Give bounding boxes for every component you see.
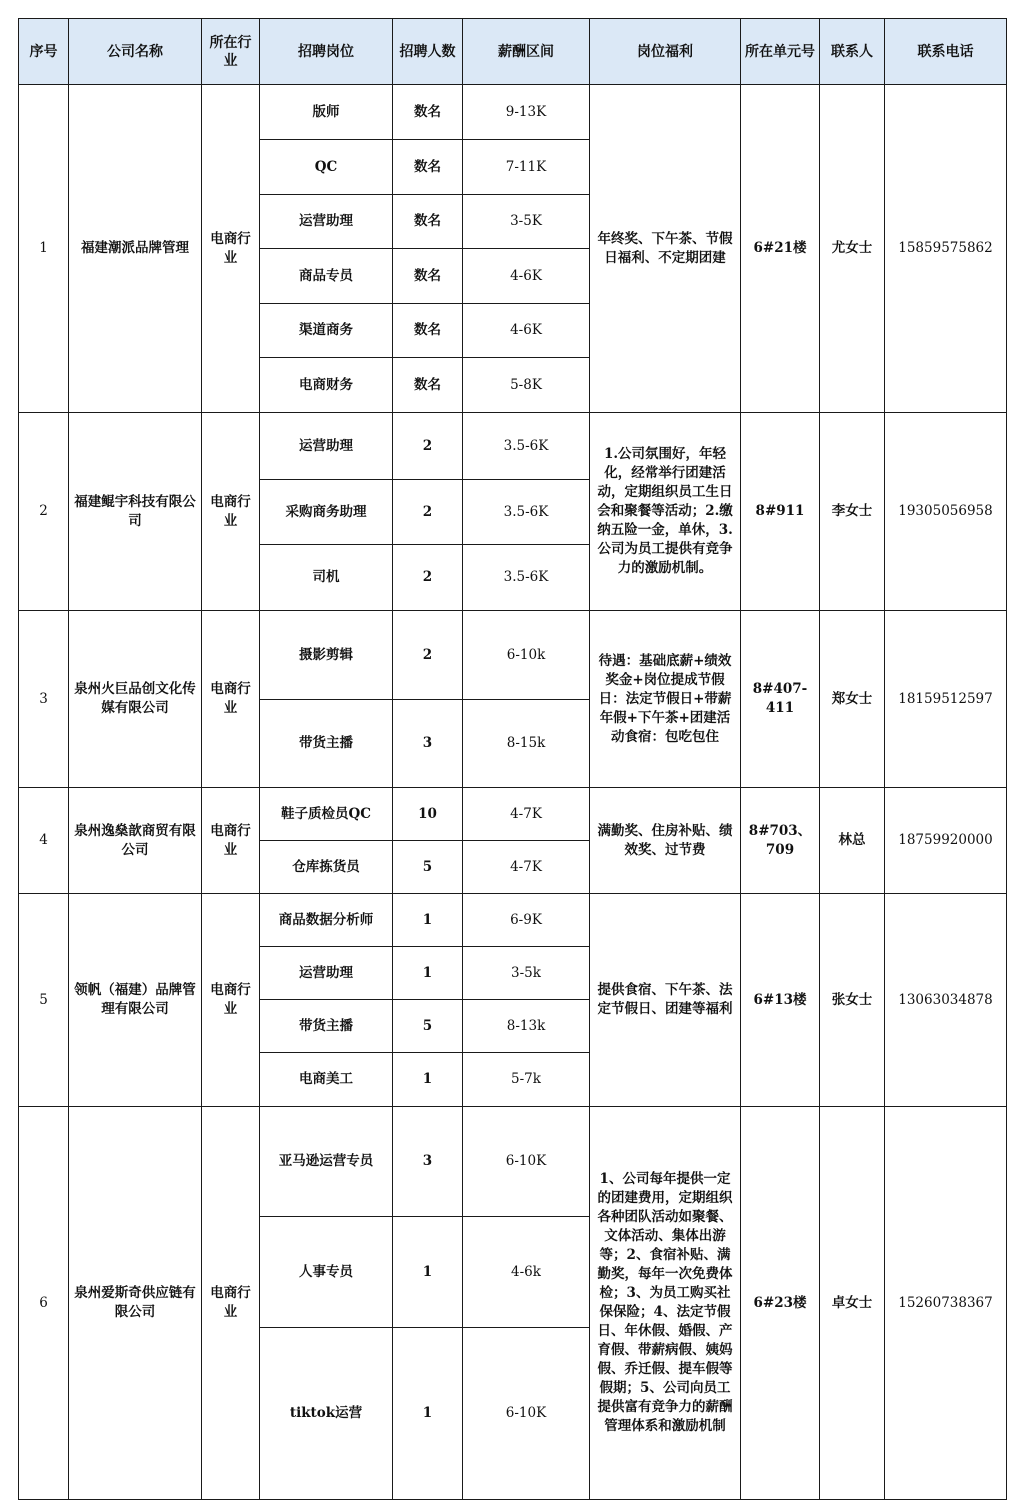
job-title: 亚马逊运营专员 bbox=[260, 1107, 393, 1217]
company-contact: 李女士 bbox=[820, 413, 885, 611]
company-unit: 8#911 bbox=[741, 413, 820, 611]
company-name: 泉州爱斯奇供应链有限公司 bbox=[69, 1107, 202, 1500]
company-benefits: 1、公司每年提供一定的团建费用，定期组织各种团队活动如聚餐、文体活动、集体出游等；2、食宿补贴、满勤奖，每年一次免费体检；3、为员工购买社保保险；4、法定节假日、年休假、婚假、产育假、带薪病假、姨妈假、乔迁假、提车假等假期；5、公司向员工提供富有竞争力的薪酬管理体系和激励机制 bbox=[590, 1107, 741, 1500]
job-count: 数名 bbox=[393, 304, 463, 358]
job-salary: 6-10k bbox=[463, 611, 590, 700]
job-salary: 3.5-6K bbox=[463, 413, 590, 480]
company-phone: 15260738367 bbox=[885, 1107, 1007, 1500]
job-salary: 6-10K bbox=[463, 1328, 590, 1500]
job-salary: 3.5-6K bbox=[463, 545, 590, 611]
company-industry: 电商行业 bbox=[202, 413, 260, 611]
job-title: 采购商务助理 bbox=[260, 480, 393, 545]
job-salary: 4-7K bbox=[463, 788, 590, 841]
job-count: 2 bbox=[393, 480, 463, 545]
table-row bbox=[19, 894, 1007, 947]
header-count: 招聘人数 bbox=[393, 19, 463, 85]
job-salary: 5-8K bbox=[463, 358, 590, 413]
job-count: 数名 bbox=[393, 195, 463, 249]
table-row bbox=[19, 413, 1007, 480]
header-salary: 薪酬区间 bbox=[463, 19, 590, 85]
job-count: 数名 bbox=[393, 85, 463, 140]
company-no: 6 bbox=[19, 1107, 69, 1500]
job-title: 摄影剪辑 bbox=[260, 611, 393, 700]
job-count: 2 bbox=[393, 413, 463, 480]
job-title: 鞋子质检员QC bbox=[260, 788, 393, 841]
company-phone: 15859575862 bbox=[885, 85, 1007, 413]
company-industry: 电商行业 bbox=[202, 1107, 260, 1500]
company-contact: 尤女士 bbox=[820, 85, 885, 413]
job-title: 电商财务 bbox=[260, 358, 393, 413]
header-company: 公司名称 bbox=[69, 19, 202, 85]
company-name: 福建潮派品牌管理 bbox=[69, 85, 202, 413]
company-industry: 电商行业 bbox=[202, 611, 260, 788]
job-count: 1 bbox=[393, 1217, 463, 1328]
job-salary: 4-6K bbox=[463, 249, 590, 304]
company-no: 1 bbox=[19, 85, 69, 413]
company-no: 2 bbox=[19, 413, 69, 611]
header-unit: 所在单元号 bbox=[741, 19, 820, 85]
header-position: 招聘岗位 bbox=[260, 19, 393, 85]
job-title: 带货主播 bbox=[260, 1000, 393, 1053]
job-salary: 6-9K bbox=[463, 894, 590, 947]
job-title: 司机 bbox=[260, 545, 393, 611]
table-row bbox=[19, 85, 1007, 140]
job-title: 渠道商务 bbox=[260, 304, 393, 358]
table-row bbox=[19, 611, 1007, 700]
job-count: 2 bbox=[393, 545, 463, 611]
company-industry: 电商行业 bbox=[202, 85, 260, 413]
header-row bbox=[19, 19, 1007, 85]
job-title: 人事专员 bbox=[260, 1217, 393, 1328]
company-name: 泉州火巨品创文化传媒有限公司 bbox=[69, 611, 202, 788]
table-row bbox=[19, 1107, 1007, 1217]
company-contact: 林总 bbox=[820, 788, 885, 894]
job-salary: 8-15k bbox=[463, 700, 590, 788]
company-unit: 6#23楼 bbox=[741, 1107, 820, 1500]
job-salary: 3.5-6K bbox=[463, 480, 590, 545]
job-count: 数名 bbox=[393, 249, 463, 304]
job-salary: 4-7K bbox=[463, 841, 590, 894]
company-unit: 8#407-411 bbox=[741, 611, 820, 788]
company-phone: 19305056958 bbox=[885, 413, 1007, 611]
job-title: 版师 bbox=[260, 85, 393, 140]
job-title: tiktok运营 bbox=[260, 1328, 393, 1500]
header-no: 序号 bbox=[19, 19, 69, 85]
job-salary: 6-10K bbox=[463, 1107, 590, 1217]
header-phone: 联系电话 bbox=[885, 19, 1007, 85]
job-salary: 4-6K bbox=[463, 304, 590, 358]
job-count: 1 bbox=[393, 894, 463, 947]
job-title: 运营助理 bbox=[260, 413, 393, 480]
job-count: 1 bbox=[393, 1328, 463, 1500]
recruitment-sheet bbox=[18, 18, 1006, 1500]
recruitment-table bbox=[18, 18, 1007, 1500]
company-unit: 8#703、709 bbox=[741, 788, 820, 894]
company-no: 5 bbox=[19, 894, 69, 1107]
job-salary: 3-5K bbox=[463, 195, 590, 249]
company-phone: 18759920000 bbox=[885, 788, 1007, 894]
job-salary: 4-6k bbox=[463, 1217, 590, 1328]
job-count: 3 bbox=[393, 700, 463, 788]
table-row bbox=[19, 788, 1007, 841]
company-contact: 张女士 bbox=[820, 894, 885, 1107]
company-no: 4 bbox=[19, 788, 69, 894]
job-title: 运营助理 bbox=[260, 947, 393, 1000]
company-contact: 卓女士 bbox=[820, 1107, 885, 1500]
job-title: 电商美工 bbox=[260, 1053, 393, 1107]
company-benefits: 提供食宿、下午茶、法定节假日、团建等福利 bbox=[590, 894, 741, 1107]
company-industry: 电商行业 bbox=[202, 894, 260, 1107]
company-name: 福建鲲宇科技有限公司 bbox=[69, 413, 202, 611]
company-phone: 13063034878 bbox=[885, 894, 1007, 1107]
job-count: 5 bbox=[393, 1000, 463, 1053]
company-unit: 6#21楼 bbox=[741, 85, 820, 413]
company-contact: 郑女士 bbox=[820, 611, 885, 788]
job-title: 带货主播 bbox=[260, 700, 393, 788]
job-title: 商品专员 bbox=[260, 249, 393, 304]
job-title: 运营助理 bbox=[260, 195, 393, 249]
header-contact: 联系人 bbox=[820, 19, 885, 85]
header-industry: 所在行业 bbox=[202, 19, 260, 85]
company-benefits: 满勤奖、住房补贴、绩效奖、过节费 bbox=[590, 788, 741, 894]
company-benefits: 年终奖、下午茶、节假日福利、不定期团建 bbox=[590, 85, 741, 413]
company-benefits: 1.公司氛围好，年轻化，经常举行团建活动，定期组织员工生日会和聚餐等活动；2.缴纳五险一金，单休，3.公司为员工提供有竞争力的激励机制。 bbox=[590, 413, 741, 611]
company-industry: 电商行业 bbox=[202, 788, 260, 894]
company-phone: 18159512597 bbox=[885, 611, 1007, 788]
company-unit: 6#13楼 bbox=[741, 894, 820, 1107]
job-salary: 9-13K bbox=[463, 85, 590, 140]
job-count: 数名 bbox=[393, 358, 463, 413]
job-count: 3 bbox=[393, 1107, 463, 1217]
job-count: 10 bbox=[393, 788, 463, 841]
header-benefits: 岗位福利 bbox=[590, 19, 741, 85]
job-salary: 8-13k bbox=[463, 1000, 590, 1053]
job-count: 数名 bbox=[393, 140, 463, 195]
job-salary: 3-5k bbox=[463, 947, 590, 1000]
job-count: 1 bbox=[393, 947, 463, 1000]
job-count: 5 bbox=[393, 841, 463, 894]
company-no: 3 bbox=[19, 611, 69, 788]
job-title: 商品数据分析师 bbox=[260, 894, 393, 947]
job-count: 2 bbox=[393, 611, 463, 700]
company-name: 泉州逸燊歆商贸有限公司 bbox=[69, 788, 202, 894]
job-count: 1 bbox=[393, 1053, 463, 1107]
job-salary: 5-7k bbox=[463, 1053, 590, 1107]
job-salary: 7-11K bbox=[463, 140, 590, 195]
company-name: 领帆（福建）品牌管理有限公司 bbox=[69, 894, 202, 1107]
job-title: QC bbox=[260, 140, 393, 195]
company-benefits: 待遇：基础底薪+绩效奖金+岗位提成节假日：法定节假日+带薪年假+下午茶+团建活动食宿：包吃包住 bbox=[590, 611, 741, 788]
job-title: 仓库拣货员 bbox=[260, 841, 393, 894]
